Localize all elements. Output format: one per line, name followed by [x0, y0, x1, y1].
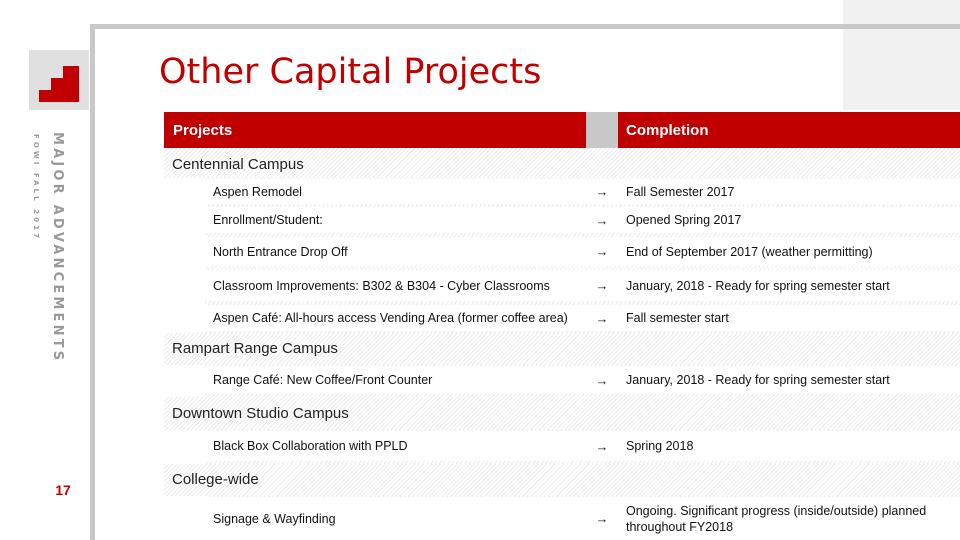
completion-cell: January, 2018 - Ready for spring semester start	[618, 270, 960, 301]
page-title: Other Capital Projects	[159, 52, 542, 92]
frame-top-border	[90, 24, 960, 29]
section-label: College-wide	[172, 471, 259, 488]
table-row	[205, 430, 960, 464]
section-header-downtown	[164, 397, 960, 430]
completion-cell: Opened Spring 2017	[618, 207, 960, 233]
completion-cell: January, 2018 - Ready for spring semester start	[618, 366, 960, 394]
table-row	[205, 303, 960, 333]
section-header-college-wide	[164, 464, 960, 496]
section-label: Centennial Campus	[172, 156, 304, 173]
table-row	[205, 235, 960, 268]
completion-cell: End of September 2017 (weather permitting)	[618, 237, 960, 266]
table-row	[205, 268, 960, 303]
stairs-logo-icon	[29, 50, 89, 110]
frame-left-border	[90, 24, 95, 540]
right-arrow-icon: →	[586, 179, 618, 204]
right-arrow-icon: →	[586, 497, 618, 540]
completion-cell: Spring 2018	[618, 431, 960, 461]
completion-cell: Fall Semester 2017	[618, 179, 960, 204]
table-row	[205, 205, 960, 235]
right-arrow-icon: →	[586, 207, 618, 233]
section-label: Downtown Studio Campus	[172, 405, 349, 422]
project-cell: Aspen Café: All-hours access Vending Area (former coffee area)	[205, 305, 586, 331]
table-row	[205, 365, 960, 397]
project-cell: Classroom Improvements: B302 & B304 - Cyber Classrooms	[205, 270, 586, 301]
page-number: 17	[55, 482, 71, 498]
right-arrow-icon: →	[586, 237, 618, 266]
right-arrow-icon: →	[586, 366, 618, 394]
section-label: Rampart Range Campus	[172, 340, 338, 357]
project-cell: Signage & Wayfinding	[205, 497, 586, 540]
project-cell: North Entrance Drop Off	[205, 237, 586, 266]
side-title: MAJOR ADVANCEMENTS	[50, 132, 65, 364]
project-cell: Black Box Collaboration with PPLD	[205, 431, 586, 461]
section-header-centennial	[164, 148, 960, 178]
header-gap	[586, 112, 618, 148]
section-header-rampart	[164, 333, 960, 365]
completion-cell: Fall semester start	[618, 305, 960, 331]
table-row	[205, 496, 960, 540]
projects-column-header: Projects	[164, 112, 586, 148]
completion-cell: Ongoing. Significant progress (inside/outside) planned throughout FY2018	[618, 497, 960, 540]
right-arrow-icon: →	[586, 305, 618, 331]
project-cell: Enrollment/Student:	[205, 207, 586, 233]
side-branding	[28, 132, 68, 364]
completion-column-header: Completion	[618, 112, 960, 148]
side-subtitle: FOWI FALL 2017	[32, 134, 40, 242]
right-arrow-icon: →	[586, 270, 618, 301]
corner-panel	[843, 0, 960, 110]
project-cell: Range Café: New Coffee/Front Counter	[205, 366, 586, 394]
table-row	[205, 178, 960, 205]
project-cell: Aspen Remodel	[205, 179, 586, 204]
right-arrow-icon: →	[586, 431, 618, 461]
